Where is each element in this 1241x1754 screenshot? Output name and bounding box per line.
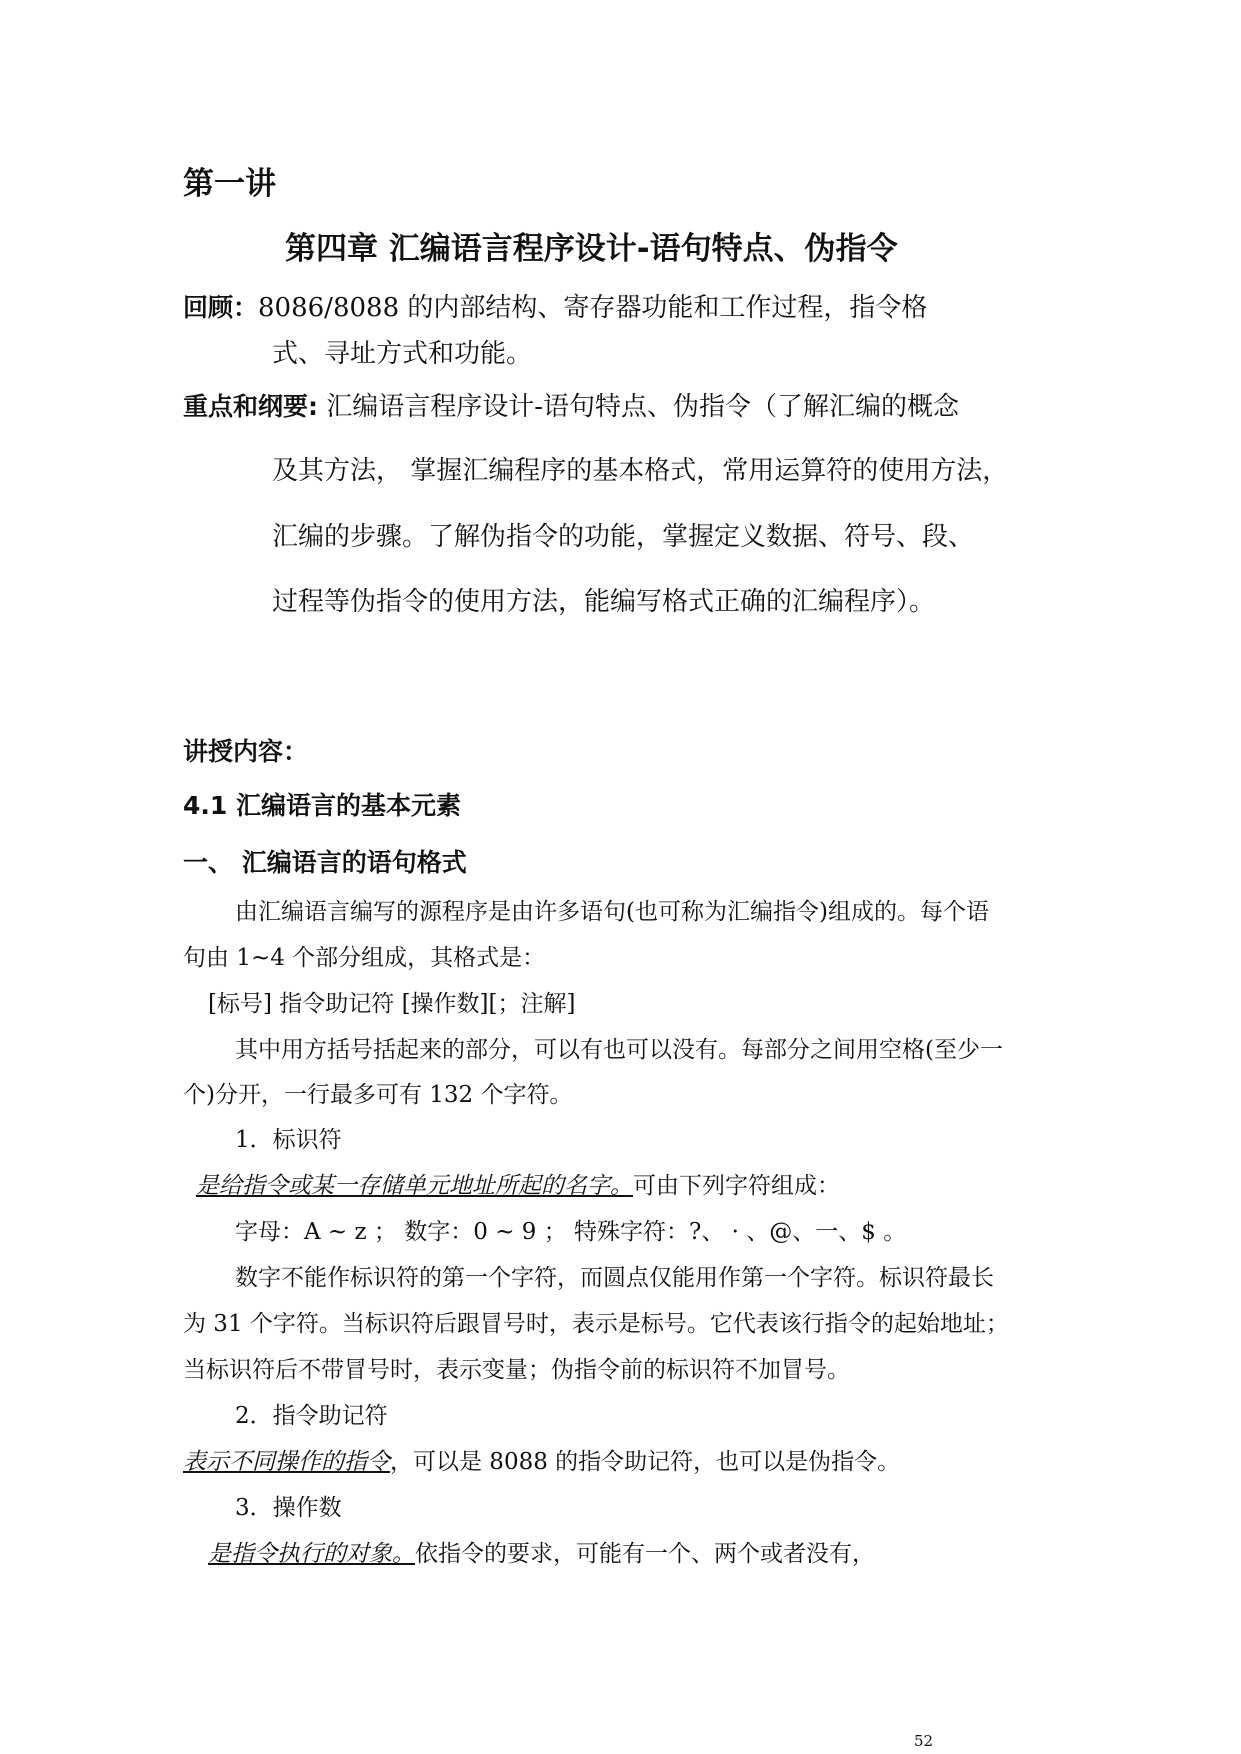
key-points-text-4: 过程等伪指令的使用方法，能编写格式正确的汇编程序）。 — [272, 587, 936, 617]
lecture-title: 第一讲 — [183, 166, 276, 202]
item-2-definition-underlined: 表示不同操作的指令 — [183, 1449, 390, 1475]
content-label: 讲授内容： — [183, 737, 309, 766]
key-points-text-2: 及其方法， 掌握汇编程序的基本格式，常用运算符的使用方法， — [272, 456, 1009, 486]
para-2-line-2: 个)分开，一行最多可有 132 个字符。 — [183, 1082, 573, 1108]
item-1-heading: 1．标识符 — [235, 1127, 342, 1153]
review-line-1 — [183, 287, 927, 324]
item-1-para-line-3: 当标识符后不带冒号时，表示变量；伪指令前的标识符不加冒号。 — [183, 1357, 850, 1383]
item-2-heading: 2．指令助记符 — [235, 1403, 388, 1429]
statement-format: [标号] 指令助记符 [操作数][；注解] — [208, 991, 576, 1017]
item-1-definition-rest: 可由下列字符组成： — [633, 1173, 840, 1199]
item-1-definition — [196, 1167, 840, 1200]
key-points-label: 重点和纲要: — [183, 392, 318, 421]
item-2-definition — [183, 1443, 900, 1476]
item-3-definition-rest: 依指令的要求，可能有一个、两个或者没有， — [415, 1541, 875, 1567]
item-2-definition-rest: ，可以是 8088 的指令助记符，也可以是伪指令。 — [390, 1449, 901, 1475]
key-points-text-3: 汇编的步骤。了解伪指令的功能，掌握定义数据、符号、段、 — [272, 522, 975, 552]
para-2-line-1: 其中用方括号括起来的部分，可以有也可以没有。每部分之间用空格(至少一 — [235, 1037, 1003, 1063]
review-text-2: 式、寻址方式和功能。 — [272, 339, 533, 369]
chapter-title: 第四章 汇编语言程序设计-语句特点、伪指令 — [285, 231, 898, 267]
section-heading: 4.1 汇编语言的基本元素 — [183, 791, 461, 820]
item-3-definition-underlined: 是指令执行的对象。 — [208, 1541, 415, 1567]
item-1-para-line-1: 数字不能作标识符的第一个字符，而圆点仅能用作第一个字符。标识符最长 — [235, 1265, 994, 1291]
subsection-heading: 一、 汇编语言的语句格式 — [183, 848, 467, 877]
key-points-line-1 — [183, 386, 959, 423]
para-1-line-2: 句由 1~4 个部分组成，其格式是： — [183, 945, 546, 971]
item-1-characters: 字母：A ~ z ； 数字：0 ~ 9 ； 特殊字符：?、 · 、@、一、$ 。 — [235, 1219, 907, 1245]
key-points-text-1: 汇编语言程序设计-语句特点、伪指令（了解汇编的概念 — [318, 392, 960, 422]
item-3-heading: 3．操作数 — [235, 1495, 342, 1521]
item-1-definition-underlined: 是给指令或某一存储单元地址所起的名字。 — [196, 1173, 633, 1199]
page-number: 52 — [914, 1732, 934, 1750]
para-1-line-1: 由汇编语言编写的源程序是由许多语句(也可称为汇编指令)组成的。每个语 — [235, 899, 989, 925]
review-text-1: 8086/8088 的内部结构、寄存器功能和工作过程，指令格 — [258, 293, 928, 323]
item-3-definition — [208, 1535, 875, 1568]
item-1-para-line-2: 为 31 个字符。当标识符后跟冒号时，表示是标号。它代表该行指令的起始地址； — [183, 1311, 1009, 1337]
review-label: 回顾： — [183, 293, 259, 322]
